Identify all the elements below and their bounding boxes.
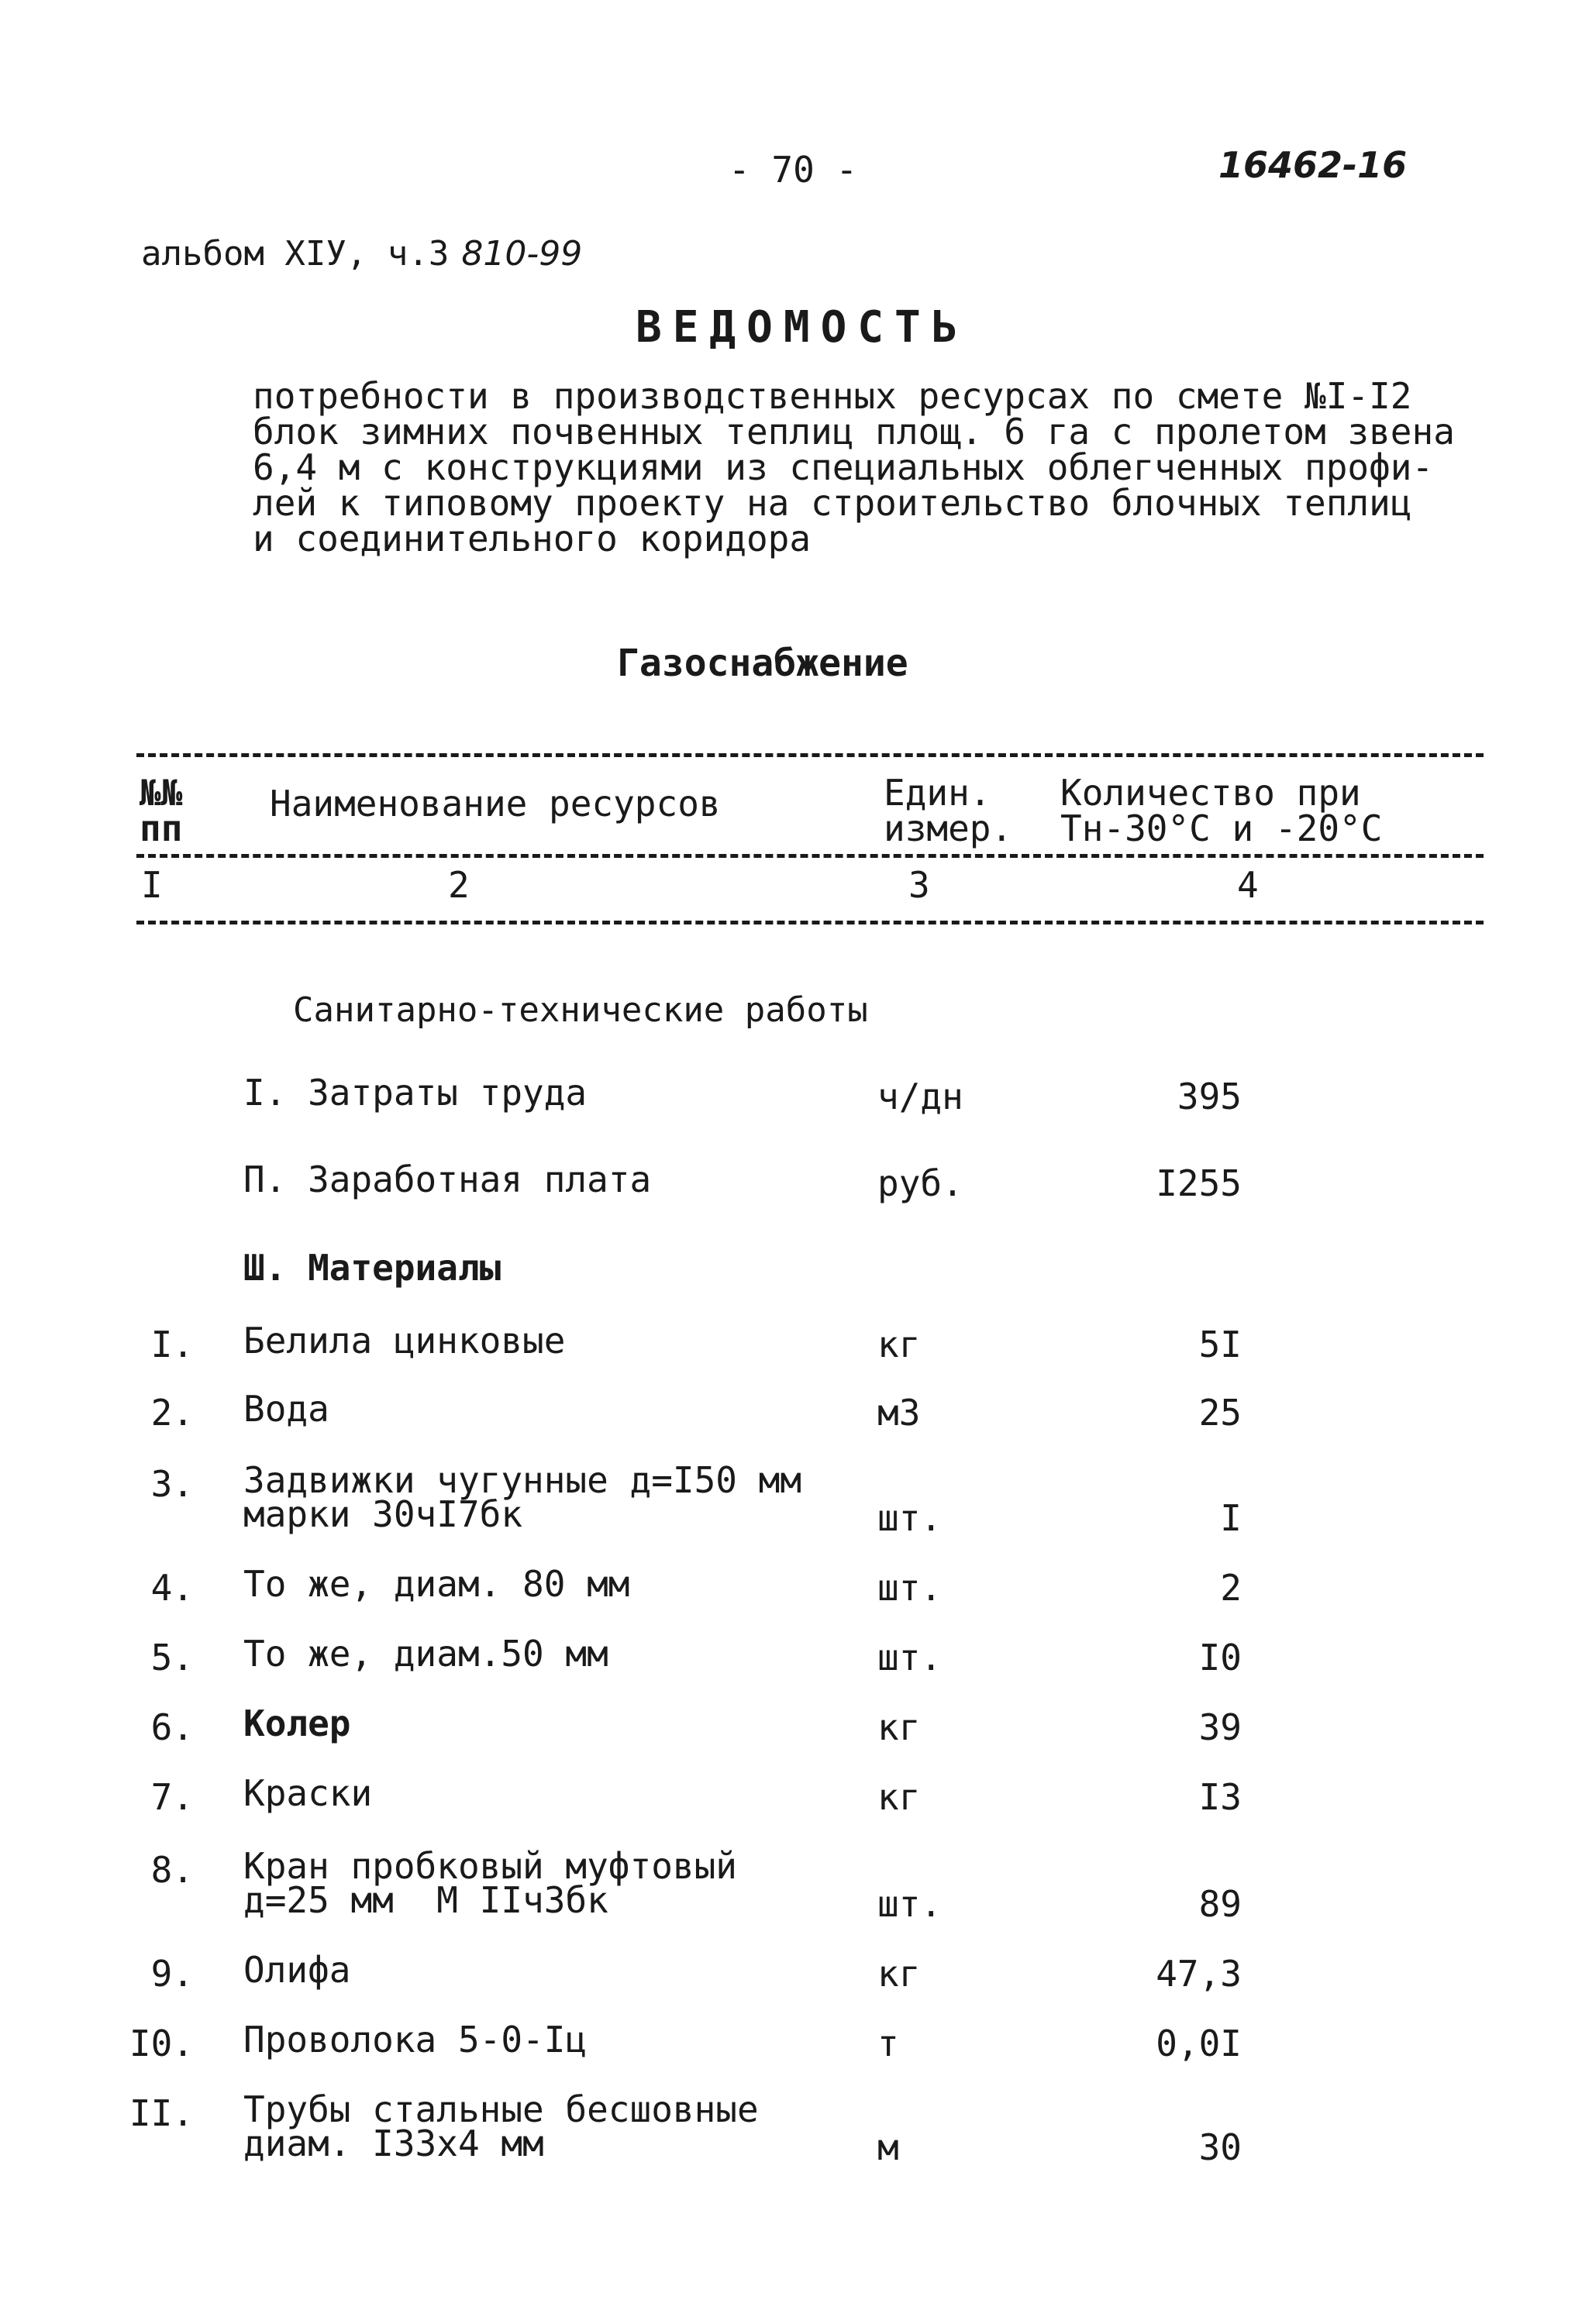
section-title: Газоснабжение [617,642,908,685]
table-row [0,2019,1575,2069]
column-number: 4 [1237,864,1259,906]
table-row [0,1949,1575,1999]
row-number: 9. [150,1953,194,1995]
resource-name: Вода [243,1388,329,1430]
header-divider [136,854,1484,858]
table-row [0,1845,1575,1925]
table-row [0,1320,1575,1370]
resource-quantity: 89 [1198,1883,1242,1925]
table-row [0,1703,1575,1753]
resource-quantity: 39 [1198,1706,1242,1748]
album-reference [141,234,582,274]
resource-name: I. Затраты труда [243,1072,588,1114]
resource-unit: кг [877,1324,921,1365]
resource-name: Трубы стальные бесшовные диам. I33х4 мм [243,2088,759,2164]
album-reference-text: альбом XIУ, ч.3 [141,234,450,274]
resource-quantity: 2 [1220,1567,1242,1609]
row-number: 2. [150,1392,194,1434]
resource-quantity: 0,0I [1156,2023,1242,2064]
resource-name: Проволока 5-0-Iц [243,2019,588,2061]
resource-unit: т [877,2023,899,2064]
resource-name: Олифа [243,1949,351,1991]
resource-unit: шт. [877,1497,943,1539]
column-number: I [141,864,163,906]
album-reference-handwritten: 810-99 [461,234,583,274]
resource-name: Краски [243,1772,373,1814]
resource-name: Белила цинковые [243,1320,566,1362]
resource-name: То же, диам. 80 мм [243,1563,630,1605]
resource-unit: шт. [877,1567,943,1609]
resource-quantity: 47,3 [1156,1953,1242,1995]
resource-name: П. Заработная плата [243,1159,652,1200]
resource-unit: м3 [877,1392,921,1434]
document-code: 16462-16 [1218,144,1408,186]
resource-unit: кг [877,1953,921,1995]
row-number: 6. [150,1706,194,1748]
resource-name: Ш. Материалы [243,1247,501,1289]
resource-quantity: I [1220,1497,1242,1539]
resource-quantity: 5I [1198,1324,1242,1365]
table-row [0,2088,1575,2168]
row-number: 4. [150,1567,194,1609]
resource-unit: кг [877,1706,921,1748]
resource-quantity: 30 [1198,2126,1242,2168]
row-number: I0. [129,2023,194,2064]
table-row [0,1772,1575,1823]
resource-quantity: I0 [1198,1637,1242,1678]
resource-name: Задвижки чугунные д=I50 мм марки 30чI7бк [243,1459,802,1535]
table-row [0,1072,1575,1122]
header-col-name: Наименование ресурсов [270,783,721,825]
table-row [0,1159,1575,1209]
resource-name: Кран пробковый муфтовый д=25 мм М IIч3бк [243,1845,737,1921]
resource-unit: кг [877,1776,921,1818]
header-col-number: №№ пп [140,772,183,849]
row-number: II. [129,2092,194,2134]
table-row [0,1459,1575,1539]
resource-quantity: I255 [1156,1162,1242,1204]
subsection-title: Санитарно-технические работы [293,990,868,1030]
row-number: 3. [150,1463,194,1505]
table-row [0,1563,1575,1613]
column-number: 2 [448,864,470,906]
header-col-unit: Един. измер. [884,772,1013,849]
table-top-divider [136,753,1484,757]
resource-unit: шт. [877,1637,943,1678]
resource-unit: ч/дн [877,1076,963,1117]
resource-name: Колер [243,1703,351,1744]
row-number: 8. [150,1849,194,1891]
resource-unit: шт. [877,1883,943,1925]
table-row [0,1388,1575,1438]
table-body-divider [136,921,1484,924]
row-number: 7. [150,1776,194,1818]
column-number: 3 [908,864,930,906]
resource-unit: м [877,2126,899,2168]
resource-quantity: 25 [1198,1392,1242,1434]
row-number: 5. [150,1637,194,1678]
resource-unit: руб. [877,1162,963,1204]
document-description: потребности в производственных ресурсах по смете №I-I2 блок зимних почвенных теплиц площ. 6 га с пролетом звена 6,4 м с конструкциями из специальных облегченных профи- лей к типовому проекту на строительство блочных теплиц и соединительного коридора [253,375,1455,559]
row-number: I. [150,1324,194,1365]
header-col-quantity: Количество при Тн-30°С и -20°С [1060,772,1383,849]
table-row [0,1247,1575,1297]
table-row [0,1633,1575,1683]
resource-quantity: I3 [1198,1776,1242,1818]
page-number: - 70 - [729,149,858,191]
resource-name: То же, диам.50 мм [243,1633,608,1675]
resource-quantity: 395 [1177,1076,1242,1117]
document-title: ВЕДОМОСТЬ [636,302,969,353]
